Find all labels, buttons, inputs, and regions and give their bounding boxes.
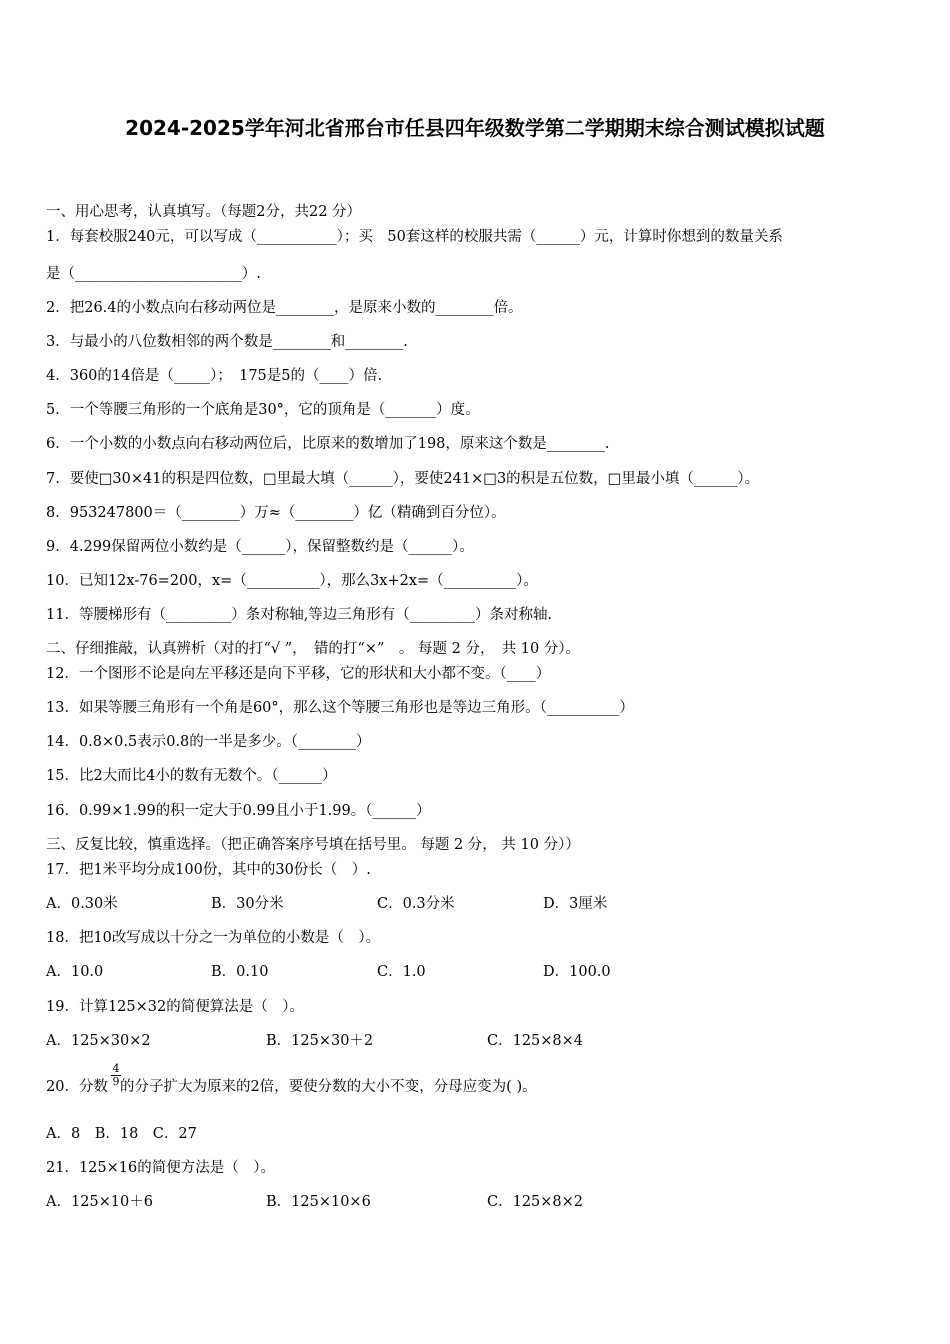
fraction-denominator: 9 bbox=[112, 1075, 120, 1088]
question-17: 17．把1米平均分成100份，其中的30份长（ ）. bbox=[46, 862, 371, 878]
fraction-numerator: 4 bbox=[112, 1062, 120, 1075]
question-4: 4．360的14倍是（_____）； 175是5的（____）倍. bbox=[46, 368, 383, 384]
question-8: 8．953247800＝（________）万≈（________）亿（精确到百分位）。 bbox=[46, 505, 506, 521]
question-1-line2: 是（_______________________）. bbox=[46, 266, 261, 282]
fraction-four-ninths bbox=[111, 1063, 121, 1088]
section3-header: 三、反复比较，慎重选择。（把正确答案序号填在括号里。 每题 2 分， 共 10 分）） bbox=[46, 837, 580, 853]
option-c: C．0.3分米 bbox=[377, 896, 455, 912]
question-16: 16．0.99×1.99的积一定大于0.99且小于1.99。（______） bbox=[46, 803, 431, 819]
option-a: A．0.30米 bbox=[46, 896, 118, 912]
option-a: A．10.0 bbox=[46, 964, 104, 980]
option-a: A．125×30×2 bbox=[46, 1033, 151, 1049]
question-1-line1: 1．每套校服240元，可以写成（___________）；买 50套这样的校服共需（______）元，计算时你想到的数量关系 bbox=[46, 229, 783, 245]
question-14: 14．0.8×0.5表示0.8的一半是多少。（________） bbox=[46, 734, 371, 750]
option-c: C．125×8×2 bbox=[487, 1194, 584, 1210]
section1-header: 一、用心思考，认真填写。（每题2分，共22 分） bbox=[46, 204, 362, 220]
option-b: B．125×30＋2 bbox=[266, 1033, 374, 1049]
question-19: 19．计算125×32的简便算法是（ ）。 bbox=[46, 999, 304, 1015]
option-b: B．30分米 bbox=[211, 896, 284, 912]
option-d: D．100.0 bbox=[543, 964, 611, 980]
question-18: 18．把10改写成以十分之一为单位的小数是（ ）。 bbox=[46, 930, 381, 946]
question-15: 15．比2大而比4小的数有无数个。（______） bbox=[46, 768, 337, 784]
question-3: 3．与最小的八位数相邻的两个数是________和________. bbox=[46, 334, 408, 350]
question-12: 12．一个图形不论是向左平移还是向下平移，它的形状和大小都不变。（____） bbox=[46, 666, 551, 682]
question-20-stem-start: 20．分数 bbox=[46, 1079, 108, 1095]
question-2: 2．把26.4的小数点向右移动两位是________，是原来小数的________倍。 bbox=[46, 300, 523, 316]
question-11: 11．等腰梯形有（_________）条对称轴,等边三角形有（_________）条对称轴. bbox=[46, 607, 553, 623]
option-c: C．1.0 bbox=[377, 964, 426, 980]
question-6: 6．一个小数的小数点向右移动两位后，比原来的数增加了198，原来这个数是________. bbox=[46, 436, 610, 452]
question-21: 21．125×16的简便方法是（ ）。 bbox=[46, 1160, 275, 1176]
question-9: 9．4.299保留两位小数约是（______），保留整数约是（______）。 bbox=[46, 539, 474, 555]
question-13: 13．如果等腰三角形有一个角是60°，那么这个等腰三角形也是等边三角形。（__________） bbox=[46, 700, 634, 716]
option-b: B．0.10 bbox=[211, 964, 269, 980]
section2-header: 二、仔细推敲，认真辨析（对的打“√ ”， 错的打“×” 。 每题 2 分， 共 10 分）。 bbox=[46, 641, 581, 657]
question-10: 10．已知12x-76=200，x=（__________），那么3x+2x=（__________）。 bbox=[46, 573, 538, 589]
option-d: D．3厘米 bbox=[543, 896, 608, 912]
option-a: A．125×10＋6 bbox=[46, 1194, 153, 1210]
question-20-stem-end: 的分子扩大为原来的2倍，要使分数的大小不变，分母应变为( )。 bbox=[119, 1079, 537, 1095]
option-c: C．125×8×4 bbox=[487, 1033, 584, 1049]
question-7: 7．要使□30×41的积是四位数，□里最大填（______），要使241×□3的积是五位数，□里最小填（______）。 bbox=[46, 471, 760, 487]
question-20-options: A．8 B．18 C．27 bbox=[46, 1126, 197, 1142]
option-b: B．125×10×6 bbox=[266, 1194, 371, 1210]
page-title: 2024-2025学年河北省邢台市任县四年级数学第二学期期末综合测试模拟试题 bbox=[125, 116, 825, 140]
question-5: 5．一个等腰三角形的一个底角是30°，它的顶角是（_______）度。 bbox=[46, 402, 480, 418]
